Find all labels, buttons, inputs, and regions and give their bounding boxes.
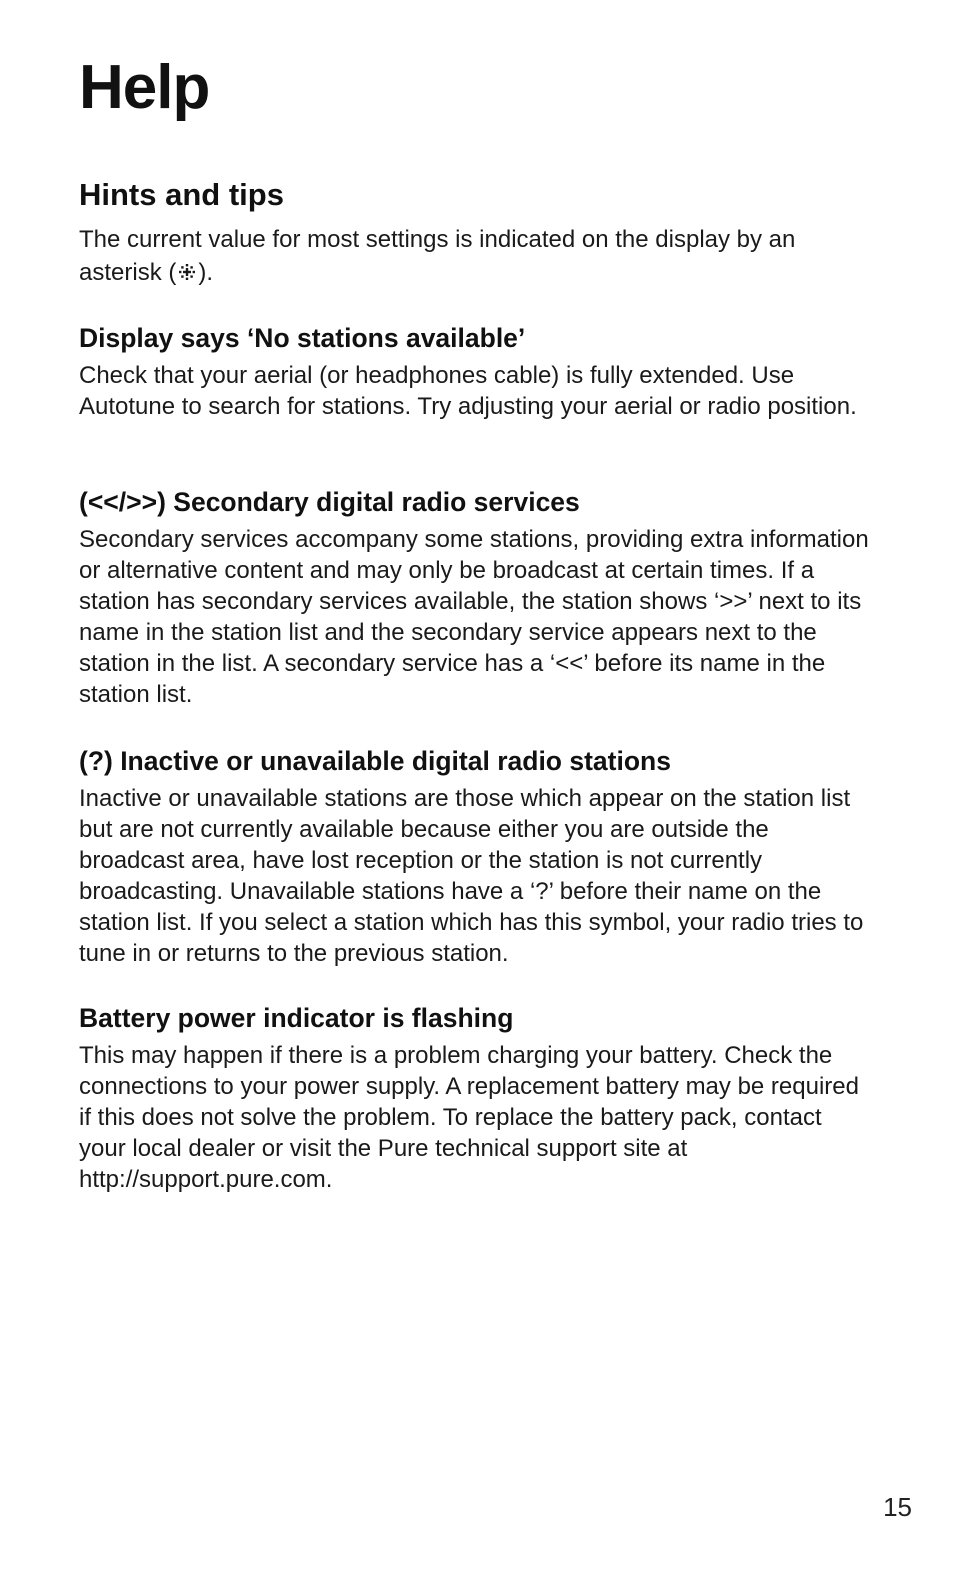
page-title: Help (79, 53, 210, 122)
topic-body: Check that your aerial (or headphones cable) is fully extended. Use Autotune to search for stations. Try adjusting your aerial or radio position. (79, 362, 857, 420)
intro-text-before: The current value for most settings is indicated on the display by an asterisk ( (79, 226, 796, 286)
topic-inactive-stations (79, 745, 869, 969)
topic-heading: (?) Inactive or unavailable digital radio stations (79, 746, 671, 776)
topic-heading: Display says ‘No stations available’ (79, 323, 526, 353)
topic-heading: (<</>>) Secondary digital radio services (79, 487, 580, 517)
topic-battery-indicator (79, 1002, 869, 1195)
asterisk-icon (177, 262, 197, 282)
topic-secondary-services (79, 486, 869, 710)
topic-body: Inactive or unavailable stations are those which appear on the station list but are not currently available because either you are outside the broadcast area, have lost reception or the station is not currently broadcasting. Unavailable stations have a ‘?’ before their name on the station list. If you select a station which has this symbol, your radio tries to tune in or returns to the previous station. (79, 785, 864, 967)
topic-heading: Battery power indicator is flashing (79, 1003, 514, 1033)
topic-no-stations (79, 322, 869, 422)
topic-body: This may happen if there is a problem charging your battery. Check the connections to your power supply. A replacement battery may be required if this does not solve the problem. To replace the battery pack, contact your local dealer or visit the Pure technical support site at http://support.pure.com. (79, 1042, 859, 1193)
section-title: Hints and tips (79, 177, 284, 212)
intro-paragraph (79, 223, 869, 289)
intro-text-after: ). (198, 259, 214, 286)
topic-body: Secondary services accompany some stations, providing extra information or alternative content and may only be broadcast at certain times. If a station has secondary services available, the station shows ‘>>’ next to its name in the station list and the secondary service appears next to the station in the list. A secondary service has a ‘<<’ before its name in the station list. (79, 526, 869, 708)
page-number: 15 (883, 1492, 912, 1522)
